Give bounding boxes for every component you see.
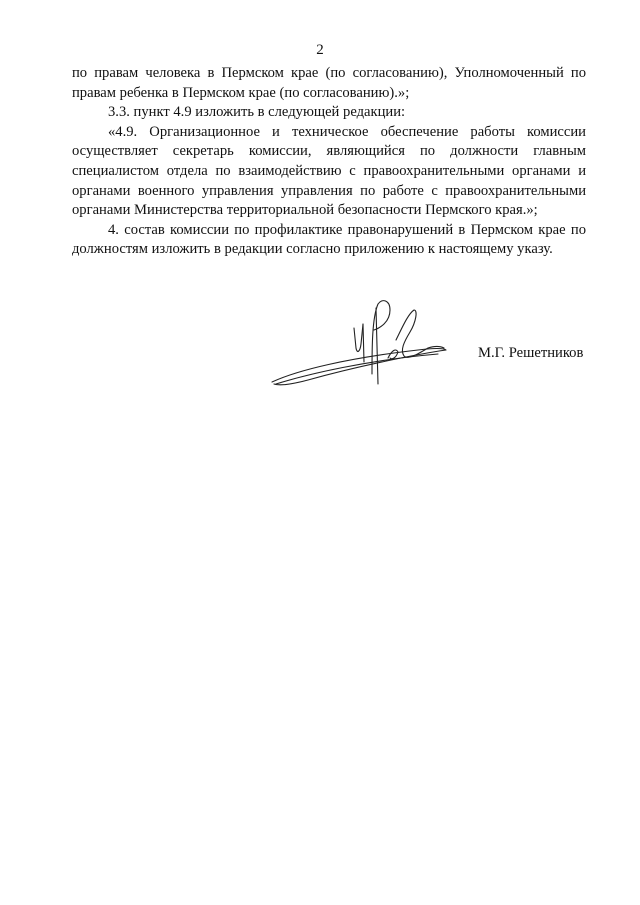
document-body (72, 64, 586, 260)
signer-name: М.Г. Решетников (478, 345, 584, 361)
paragraph-3: «4.9. Организационное и техническое обеспечение работы комиссии осуществляет секретарь комиссии, являющийся по должности главным специалистом отдела по взаимодействию с правоохранительными органами и органами военного управления управления по работе с правоохранительными органами Министерства территориальной безопасности Пермского края.»; (72, 123, 586, 219)
page-number: 2 (316, 42, 324, 58)
handwritten-signature (268, 288, 448, 398)
paragraph-4: 4. состав комиссии по профилактике правонарушений в Пермском крае по должностям изложить в редакции согласно приложению к настоящему указу. (72, 221, 586, 258)
paragraph-2: 3.3. пункт 4.9 изложить в следующей редакции: (108, 104, 406, 121)
paragraph-1: по правам человека в Пермском крае (по согласованию), Уполномоченный по правам ребенка в Пермском крае (по согласованию).»; (72, 65, 586, 101)
